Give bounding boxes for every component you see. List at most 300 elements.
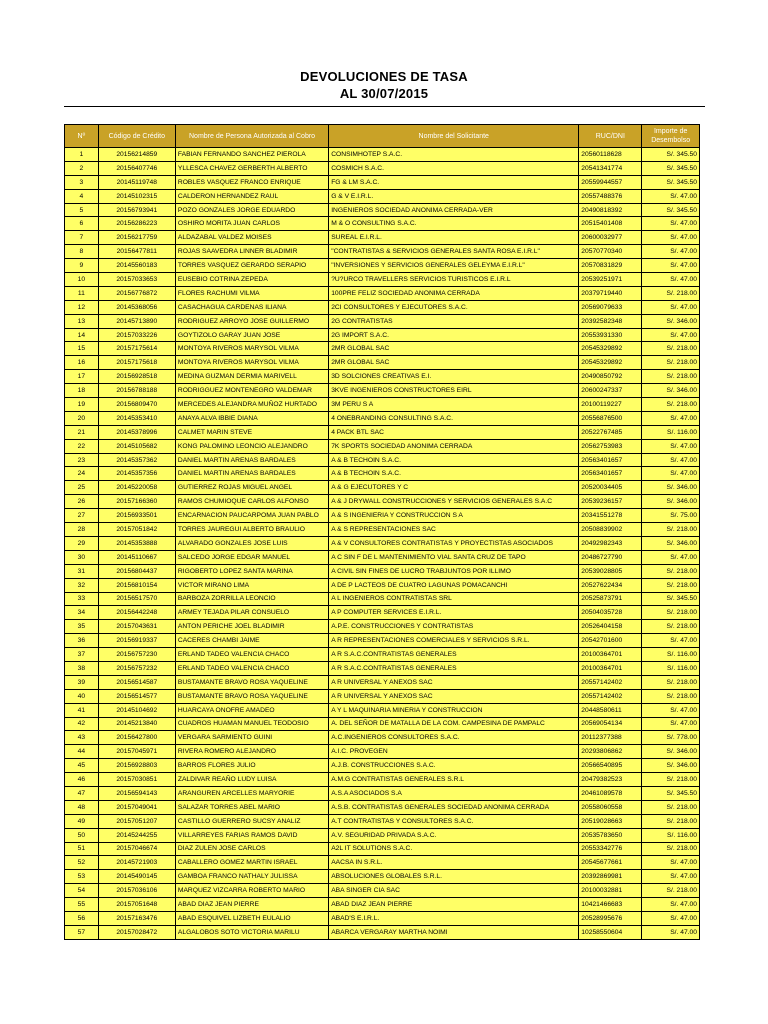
table-row xyxy=(65,370,700,384)
applicant-name-cell: A.M.G CONTRATISTAS GENERALES S.R.L xyxy=(329,773,579,787)
row-number-cell: 32 xyxy=(65,578,99,592)
table-row xyxy=(65,175,700,189)
authorized-person-cell: MARQUEZ VIZCARRA ROBERTO MARIO xyxy=(175,884,328,898)
disbursement-amount-cell: S/. 346.00 xyxy=(642,536,700,550)
ruc-dni-cell: 20486727790 xyxy=(579,550,642,564)
credit-code-cell: 20156442248 xyxy=(98,606,175,620)
authorized-person-cell: EUSEBIO COTRINA ZEPEDA xyxy=(175,273,328,287)
credit-code-cell: 20156477811 xyxy=(98,245,175,259)
ruc-dni-cell: 20566540895 xyxy=(579,759,642,773)
applicant-name-cell: A C SIN F DE L MANTENIMIENTO VIAL SANTA CRUZ DE TAPO xyxy=(329,550,579,564)
table-row xyxy=(65,342,700,356)
applicant-name-cell: ?U?URCO TRAVELLERS SERVICIOS TURISTICOS E.I.R.L xyxy=(329,273,579,287)
disbursement-amount-cell: S/. 47.00 xyxy=(642,439,700,453)
credit-code-cell: 20156788188 xyxy=(98,384,175,398)
authorized-person-cell: ROBLES VASQUEZ FRANCO ENRIQUE xyxy=(175,175,328,189)
disbursement-amount-cell: S/. 345.50 xyxy=(642,148,700,162)
credit-code-cell: 20157166360 xyxy=(98,495,175,509)
row-number-cell: 26 xyxy=(65,495,99,509)
credit-code-cell: 20145104692 xyxy=(98,703,175,717)
credit-code-cell: 20145353888 xyxy=(98,536,175,550)
disbursement-amount-cell: S/. 218.00 xyxy=(642,398,700,412)
authorized-person-cell: VERGARA SARMIENTO GUINI xyxy=(175,731,328,745)
credit-code-cell: 20145244255 xyxy=(98,828,175,842)
authorized-person-cell: CUADROS HUAMAN MANUEL TEODOSIO xyxy=(175,717,328,731)
ruc-dni-cell: 20448580611 xyxy=(579,703,642,717)
table-row xyxy=(65,842,700,856)
credit-code-cell: 20156757232 xyxy=(98,661,175,675)
ruc-dni-cell: 20528995676 xyxy=(579,911,642,925)
applicant-name-cell: A DE P LACTEOS DE CUATRO LAGUNAS POMACANCHI xyxy=(329,578,579,592)
credit-code-cell: 20145220058 xyxy=(98,481,175,495)
row-number-cell: 10 xyxy=(65,273,99,287)
row-number-cell: 36 xyxy=(65,634,99,648)
row-number-cell: 42 xyxy=(65,717,99,731)
table-row xyxy=(65,745,700,759)
ruc-dni-cell: 20542701600 xyxy=(579,634,642,648)
row-number-cell: 6 xyxy=(65,217,99,231)
table-row xyxy=(65,773,700,787)
authorized-person-cell: MEDINA GUZMAN DERMIA MARIVELL xyxy=(175,370,328,384)
table-row xyxy=(65,898,700,912)
authorized-person-cell: TORRES VASQUEZ GERARDO SERAPIO xyxy=(175,259,328,273)
ruc-dni-cell: 20527622434 xyxy=(579,578,642,592)
table-row xyxy=(65,634,700,648)
applicant-name-cell: "CONTRATISTAS & SERVICIOS GENERALES SANTA ROSA E.I.R.L" xyxy=(329,245,579,259)
credit-code-cell: 20156809470 xyxy=(98,398,175,412)
table-row xyxy=(65,328,700,342)
credit-code-cell: 20145102315 xyxy=(98,189,175,203)
header-amount: Importe de Desembolso xyxy=(642,125,700,148)
authorized-person-cell: RODRIGGUEZ MONTENEGRO VALDEMAR xyxy=(175,384,328,398)
disbursement-amount-cell: S/. 47.00 xyxy=(642,411,700,425)
applicant-name-cell: A R S.A.C.CONTRATISTAS GENERALES xyxy=(329,661,579,675)
disbursement-amount-cell: S/. 346.00 xyxy=(642,384,700,398)
row-number-cell: 2 xyxy=(65,161,99,175)
refunds-table xyxy=(64,124,700,940)
credit-code-cell: 20156407746 xyxy=(98,161,175,175)
applicant-name-cell: SUREAL E.I.R.L. xyxy=(329,231,579,245)
table-row xyxy=(65,856,700,870)
credit-code-cell: 20157036106 xyxy=(98,884,175,898)
disbursement-amount-cell: S/. 47.00 xyxy=(642,217,700,231)
row-number-cell: 20 xyxy=(65,411,99,425)
ruc-dni-cell: 20535783650 xyxy=(579,828,642,842)
disbursement-amount-cell: S/. 345.50 xyxy=(642,786,700,800)
authorized-person-cell: RIVERA ROMERO ALEJANDRO xyxy=(175,745,328,759)
document-date: AL 30/07/2015 xyxy=(339,86,429,101)
disbursement-amount-cell: S/. 346.00 xyxy=(642,759,700,773)
ruc-dni-cell: 20379719440 xyxy=(579,286,642,300)
disbursement-amount-cell: S/. 218.00 xyxy=(642,523,700,537)
authorized-person-cell: HUARCAYA ONOFRE AMADEO xyxy=(175,703,328,717)
authorized-person-cell: ALDAZABAL VALDEZ MOISES xyxy=(175,231,328,245)
ruc-dni-cell: 20558060558 xyxy=(579,800,642,814)
row-number-cell: 23 xyxy=(65,453,99,467)
authorized-person-cell: FABIAN FERNANDO SANCHEZ PIEROLA xyxy=(175,148,328,162)
table-row xyxy=(65,689,700,703)
disbursement-amount-cell: S/. 218.00 xyxy=(642,356,700,370)
table-row xyxy=(65,536,700,550)
table-row xyxy=(65,523,700,537)
table-row xyxy=(65,300,700,314)
authorized-person-cell: BARROS FLORES JULIO xyxy=(175,759,328,773)
credit-code-cell: 20156514587 xyxy=(98,675,175,689)
applicant-name-cell: A R UNIVERSAL Y ANEXOS SAC xyxy=(329,689,579,703)
applicant-name-cell: A.S.A ASOCIADOS S.A xyxy=(329,786,579,800)
disbursement-amount-cell: S/. 47.00 xyxy=(642,870,700,884)
credit-code-cell: 20145213840 xyxy=(98,717,175,731)
ruc-dni-cell: 20553931330 xyxy=(579,328,642,342)
ruc-dni-cell: 20100364701 xyxy=(579,648,642,662)
applicant-name-cell: 3D SOLCIONES CREATIVAS E.I. xyxy=(329,370,579,384)
ruc-dni-cell: 20539236157 xyxy=(579,495,642,509)
applicant-name-cell: CONSIMHOTEP S.A.C. xyxy=(329,148,579,162)
ruc-dni-cell: 20100119227 xyxy=(579,398,642,412)
ruc-dni-cell: 20545329892 xyxy=(579,342,642,356)
credit-code-cell: 20156776872 xyxy=(98,286,175,300)
applicant-name-cell: A.S.B. CONTRATISTAS GENERALES SOCIEDAD ANONIMA CERRADA xyxy=(329,800,579,814)
row-number-cell: 52 xyxy=(65,856,99,870)
ruc-dni-cell: 20541341774 xyxy=(579,161,642,175)
credit-code-cell: 20145110667 xyxy=(98,550,175,564)
ruc-dni-cell: 20341551278 xyxy=(579,509,642,523)
applicant-name-cell: A L INGENIEROS CONTRATISTAS SRL xyxy=(329,592,579,606)
row-number-cell: 8 xyxy=(65,245,99,259)
credit-code-cell: 20157051648 xyxy=(98,898,175,912)
ruc-dni-cell: 20545677661 xyxy=(579,856,642,870)
disbursement-amount-cell: S/. 345.50 xyxy=(642,175,700,189)
ruc-dni-cell: 20562753983 xyxy=(579,439,642,453)
authorized-person-cell: ANAYA ALVA IBBIE DIANA xyxy=(175,411,328,425)
applicant-name-cell: COSMICH S.A.C. xyxy=(329,161,579,175)
row-number-cell: 28 xyxy=(65,523,99,537)
credit-code-cell: 20157175614 xyxy=(98,342,175,356)
disbursement-amount-cell: S/. 346.00 xyxy=(642,481,700,495)
disbursement-amount-cell: S/. 116.00 xyxy=(642,648,700,662)
ruc-dni-cell: 20570831829 xyxy=(579,259,642,273)
applicant-name-cell: FG & LM S.A.C. xyxy=(329,175,579,189)
credit-code-cell: 20156217759 xyxy=(98,231,175,245)
row-number-cell: 41 xyxy=(65,703,99,717)
applicant-name-cell: 2CI CONSULTORES Y EJECUTORES S.A.C. xyxy=(329,300,579,314)
disbursement-amount-cell: S/. 47.00 xyxy=(642,634,700,648)
ruc-dni-cell: 20392582348 xyxy=(579,314,642,328)
authorized-person-cell: OSHIRO MORITA JUAN CARLOS xyxy=(175,217,328,231)
applicant-name-cell: A.P.E. CONSTRUCCIONES Y CONTRATISTAS xyxy=(329,620,579,634)
row-number-cell: 13 xyxy=(65,314,99,328)
applicant-name-cell: A2L IT SOLUTIONS S.A.C. xyxy=(329,842,579,856)
row-number-cell: 22 xyxy=(65,439,99,453)
applicant-name-cell: 7K SPORTS SOCIEDAD ANONIMA CERRADA xyxy=(329,439,579,453)
row-number-cell: 43 xyxy=(65,731,99,745)
disbursement-amount-cell: S/. 75.00 xyxy=(642,509,700,523)
disbursement-amount-cell: S/. 47.00 xyxy=(642,273,700,287)
disbursement-amount-cell: S/. 218.00 xyxy=(642,800,700,814)
row-number-cell: 54 xyxy=(65,884,99,898)
applicant-name-cell: INGENIEROS SOCIEDAD ANONIMA CERRADA-VER xyxy=(329,203,579,217)
credit-code-cell: 20145105682 xyxy=(98,439,175,453)
disbursement-amount-cell: S/. 47.00 xyxy=(642,453,700,467)
ruc-dni-cell: 20545329892 xyxy=(579,356,642,370)
table-row xyxy=(65,467,700,481)
authorized-person-cell: ABAD ESQUIVEL LIZBETH EULALIO xyxy=(175,911,328,925)
table-row xyxy=(65,286,700,300)
disbursement-amount-cell: S/. 47.00 xyxy=(642,467,700,481)
table-row xyxy=(65,384,700,398)
credit-code-cell: 20157175618 xyxy=(98,356,175,370)
table-row xyxy=(65,259,700,273)
credit-code-cell: 20156933501 xyxy=(98,509,175,523)
authorized-person-cell: MONTOYA RIVEROS MARYSOL VILMA xyxy=(175,342,328,356)
disbursement-amount-cell: S/. 47.00 xyxy=(642,703,700,717)
disbursement-amount-cell: S/. 47.00 xyxy=(642,189,700,203)
authorized-person-cell: MONTOYA RIVEROS MARYSOL VILMA xyxy=(175,356,328,370)
table-row xyxy=(65,550,700,564)
table-row xyxy=(65,245,700,259)
header-num: Nº xyxy=(65,125,99,148)
ruc-dni-cell: 20553342776 xyxy=(579,842,642,856)
row-number-cell: 53 xyxy=(65,870,99,884)
authorized-person-cell: CALMET MARIN STEVE xyxy=(175,425,328,439)
table-row xyxy=(65,814,700,828)
credit-code-cell: 20156517570 xyxy=(98,592,175,606)
applicant-name-cell: ABAD DIAZ JEAN PIERRE xyxy=(329,898,579,912)
credit-code-cell: 20156919337 xyxy=(98,634,175,648)
disbursement-amount-cell: S/. 218.00 xyxy=(642,675,700,689)
title-rule xyxy=(64,106,705,107)
applicant-name-cell: A R REPRESENTACIONES COMERCIALES Y SERVICIOS S.R.L. xyxy=(329,634,579,648)
disbursement-amount-cell: S/. 218.00 xyxy=(642,606,700,620)
header-authorized: Nombre de Persona Autorizada al Cobro xyxy=(175,125,328,148)
row-number-cell: 44 xyxy=(65,745,99,759)
authorized-person-cell: DIAZ ZULEN JOSE CARLOS xyxy=(175,842,328,856)
ruc-dni-cell: 20490818392 xyxy=(579,203,642,217)
credit-code-cell: 20157028472 xyxy=(98,925,175,939)
disbursement-amount-cell: S/. 778.00 xyxy=(642,731,700,745)
table-row xyxy=(65,731,700,745)
table-row xyxy=(65,273,700,287)
authorized-person-cell: ROJAS SAAVEDRA LINNER BLADIMIR xyxy=(175,245,328,259)
authorized-person-cell: FLORES RACHUMI VILMA xyxy=(175,286,328,300)
disbursement-amount-cell: S/. 218.00 xyxy=(642,286,700,300)
ruc-dni-cell: 20557142402 xyxy=(579,689,642,703)
ruc-dni-cell: 20563401657 xyxy=(579,453,642,467)
row-number-cell: 25 xyxy=(65,481,99,495)
credit-code-cell: 20156594143 xyxy=(98,786,175,800)
table-row xyxy=(65,911,700,925)
table-row xyxy=(65,356,700,370)
applicant-name-cell: A.I.C. PROVEGEN xyxy=(329,745,579,759)
disbursement-amount-cell: S/. 47.00 xyxy=(642,328,700,342)
ruc-dni-cell: 20526404158 xyxy=(579,620,642,634)
authorized-person-cell: ERLAND TADEO VALENCIA CHACO xyxy=(175,648,328,662)
row-number-cell: 14 xyxy=(65,328,99,342)
authorized-person-cell: BARBOZA ZORRILLA LEONCIO xyxy=(175,592,328,606)
ruc-dni-cell: 20519028663 xyxy=(579,814,642,828)
authorized-person-cell: GOYTIZOLO GARAY JUAN JOSE xyxy=(175,328,328,342)
credit-code-cell: 20145713890 xyxy=(98,314,175,328)
credit-code-cell: 20157043631 xyxy=(98,620,175,634)
authorized-person-cell: BUSTAMANTE BRAVO ROSA YAQUELINE xyxy=(175,675,328,689)
table-body xyxy=(65,148,700,940)
credit-code-cell: 20157049041 xyxy=(98,800,175,814)
applicant-name-cell: A.J.B. CONSTRUCCIONES S.A.C. xyxy=(329,759,579,773)
table-row xyxy=(65,189,700,203)
disbursement-amount-cell: S/. 346.00 xyxy=(642,314,700,328)
authorized-person-cell: RAMOS CHUMIOQUE CARLOS ALFONSO xyxy=(175,495,328,509)
table-row xyxy=(65,606,700,620)
header-applicant: Nombre del Solicitante xyxy=(329,125,579,148)
row-number-cell: 38 xyxy=(65,661,99,675)
table-row xyxy=(65,828,700,842)
applicant-name-cell: A & S REPRESENTACIONES SAC xyxy=(329,523,579,537)
disbursement-amount-cell: S/. 345.50 xyxy=(642,161,700,175)
row-number-cell: 5 xyxy=(65,203,99,217)
row-number-cell: 47 xyxy=(65,786,99,800)
authorized-person-cell: ALVARADO GONZALES JOSE LUIS xyxy=(175,536,328,550)
ruc-dni-cell: 20539028805 xyxy=(579,564,642,578)
row-number-cell: 15 xyxy=(65,342,99,356)
disbursement-amount-cell: S/. 218.00 xyxy=(642,814,700,828)
row-number-cell: 35 xyxy=(65,620,99,634)
credit-code-cell: 20156804437 xyxy=(98,564,175,578)
credit-code-cell: 20145119748 xyxy=(98,175,175,189)
applicant-name-cell: A P COMPUTER SERVICES E.I.R.L. xyxy=(329,606,579,620)
row-number-cell: 29 xyxy=(65,536,99,550)
authorized-person-cell: ZALDIVAR REAÑO LUDY LUISA xyxy=(175,773,328,787)
credit-code-cell: 20145353410 xyxy=(98,411,175,425)
authorized-person-cell: ARANGUREN ARCELLES MARYORIE xyxy=(175,786,328,800)
row-number-cell: 49 xyxy=(65,814,99,828)
applicant-name-cell: 2G IMPORT S.A.C. xyxy=(329,328,579,342)
disbursement-amount-cell: S/. 47.00 xyxy=(642,259,700,273)
authorized-person-cell: MERCEDES ALEJANDRA MUÑOZ HURTADO xyxy=(175,398,328,412)
ruc-dni-cell: 20557142402 xyxy=(579,675,642,689)
table-row xyxy=(65,759,700,773)
applicant-name-cell: A CIVIL SIN FINES DE LUCRO TRABJUNTOS POR ILLIMO xyxy=(329,564,579,578)
ruc-dni-cell: 20569054134 xyxy=(579,717,642,731)
applicant-name-cell: A.T CONTRATISTAS Y CONSULTORES S.A.C. xyxy=(329,814,579,828)
applicant-name-cell: ABSOLUCIONES GLOBALES S.R.L. xyxy=(329,870,579,884)
applicant-name-cell: ABARCA VERGARAY MARTHA NOIMI xyxy=(329,925,579,939)
row-number-cell: 18 xyxy=(65,384,99,398)
disbursement-amount-cell: S/. 116.00 xyxy=(642,828,700,842)
ruc-dni-cell: 20112377388 xyxy=(579,731,642,745)
authorized-person-cell: POZO GONZALES JORGE EDUARDO xyxy=(175,203,328,217)
ruc-dni-cell: 20100032881 xyxy=(579,884,642,898)
table-row xyxy=(65,800,700,814)
authorized-person-cell: ERLAND TADEO VALENCIA CHACO xyxy=(175,661,328,675)
disbursement-amount-cell: S/. 218.00 xyxy=(642,370,700,384)
table-row xyxy=(65,620,700,634)
authorized-person-cell: RIGOBERTO LOPEZ SANTA MARINA xyxy=(175,564,328,578)
credit-code-cell: 20157051842 xyxy=(98,523,175,537)
ruc-dni-cell: 20520034405 xyxy=(579,481,642,495)
table-row xyxy=(65,411,700,425)
authorized-person-cell: ENCARNACION PAUCARPOMA JUAN PABLO xyxy=(175,509,328,523)
ruc-dni-cell: 20563401657 xyxy=(579,467,642,481)
credit-code-cell: 20157051207 xyxy=(98,814,175,828)
applicant-name-cell: 4 PACK BTL SAC xyxy=(329,425,579,439)
applicant-name-cell: ABAD'S E.I.R.L. xyxy=(329,911,579,925)
credit-code-cell: 20157045971 xyxy=(98,745,175,759)
applicant-name-cell: A & S INGENIERIA Y CONSTRUCCION S A xyxy=(329,509,579,523)
table-row xyxy=(65,564,700,578)
credit-code-cell: 20156514577 xyxy=(98,689,175,703)
ruc-dni-cell: 10258550604 xyxy=(579,925,642,939)
ruc-dni-cell: 20600247337 xyxy=(579,384,642,398)
ruc-dni-cell: 20600032977 xyxy=(579,231,642,245)
disbursement-amount-cell: S/. 47.00 xyxy=(642,245,700,259)
applicant-name-cell: A & J DRYWALL CONSTRUCCIONES Y SERVICIOS GENERALES S.A.C xyxy=(329,495,579,509)
authorized-person-cell: VICTOR MIRANO LIMA xyxy=(175,578,328,592)
row-number-cell: 7 xyxy=(65,231,99,245)
ruc-dni-cell: 20515401408 xyxy=(579,217,642,231)
row-number-cell: 27 xyxy=(65,509,99,523)
row-number-cell: 16 xyxy=(65,356,99,370)
applicant-name-cell: 3KVE INGENIEROS CONSTRUCTORES EIRL xyxy=(329,384,579,398)
table-row xyxy=(65,398,700,412)
authorized-person-cell: ARMEY TEJADA PILAR CONSUELO xyxy=(175,606,328,620)
document-title-block xyxy=(0,68,768,102)
applicant-name-cell: 2MR GLOBAL SAC xyxy=(329,342,579,356)
credit-code-cell: 20145721903 xyxy=(98,856,175,870)
applicant-name-cell: 2G CONTRATISTAS xyxy=(329,314,579,328)
authorized-person-cell: GUTIERREZ ROJAS MIGUEL ANGEL xyxy=(175,481,328,495)
credit-code-cell: 20145560183 xyxy=(98,259,175,273)
authorized-person-cell: RODRIGUEZ ARROYO JOSE GUILLERMO xyxy=(175,314,328,328)
applicant-name-cell: M & O CONSULTING S.A.C. xyxy=(329,217,579,231)
applicant-name-cell: A Y L MAQUINARIA MINERIA Y CONSTRUCCION xyxy=(329,703,579,717)
ruc-dni-cell: 20539251971 xyxy=(579,273,642,287)
applicant-name-cell: A & B TECHOIN S.A.C. xyxy=(329,467,579,481)
table-row xyxy=(65,870,700,884)
row-number-cell: 45 xyxy=(65,759,99,773)
authorized-person-cell: BUSTAMANTE BRAVO ROSA YAQUELINE xyxy=(175,689,328,703)
row-number-cell: 56 xyxy=(65,911,99,925)
credit-code-cell: 20156427800 xyxy=(98,731,175,745)
ruc-dni-cell: 20570770340 xyxy=(579,245,642,259)
applicant-name-cell: A & V CONSULTORES CONTRATISTAS Y PROYECTISTAS ASOCIADOS xyxy=(329,536,579,550)
table-row xyxy=(65,148,700,162)
table-row xyxy=(65,592,700,606)
disbursement-amount-cell: S/. 47.00 xyxy=(642,856,700,870)
table-row xyxy=(65,786,700,800)
table-row xyxy=(65,231,700,245)
authorized-person-cell: ANTON PERICHE JOEL BLADIMIR xyxy=(175,620,328,634)
table-row xyxy=(65,314,700,328)
row-number-cell: 50 xyxy=(65,828,99,842)
credit-code-cell: 20156214859 xyxy=(98,148,175,162)
row-number-cell: 39 xyxy=(65,675,99,689)
row-number-cell: 1 xyxy=(65,148,99,162)
row-number-cell: 40 xyxy=(65,689,99,703)
table-row xyxy=(65,161,700,175)
ruc-dni-cell: 20522767485 xyxy=(579,425,642,439)
ruc-dni-cell: 20508839902 xyxy=(579,523,642,537)
authorized-person-cell: SALAZAR TORRES ABEL MARIO xyxy=(175,800,328,814)
credit-code-cell: 20145378996 xyxy=(98,425,175,439)
authorized-person-cell: TORRES JAUREGUI ALBERTO BRAULIO xyxy=(175,523,328,537)
applicant-name-cell: 3M PERU S A xyxy=(329,398,579,412)
credit-code-cell: 20157033653 xyxy=(98,273,175,287)
header-ruc: RUC/DNI xyxy=(579,125,642,148)
credit-code-cell: 20157030851 xyxy=(98,773,175,787)
row-number-cell: 48 xyxy=(65,800,99,814)
table-row xyxy=(65,648,700,662)
applicant-name-cell: G & V E.I.R.L. xyxy=(329,189,579,203)
